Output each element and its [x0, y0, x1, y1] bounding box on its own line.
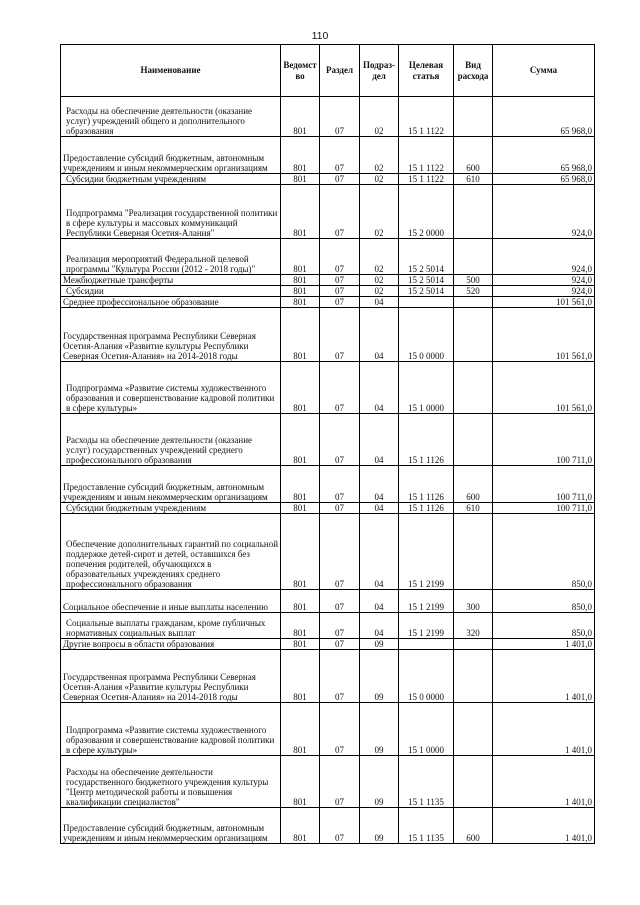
table-row — [61, 466, 595, 503]
cell-summa: 65 968,0 — [493, 137, 595, 174]
cell-summa: 100 711,0 — [493, 466, 595, 503]
cell-podrazdel: 04 — [360, 414, 399, 466]
cell-vedomstvo: 801 — [281, 275, 320, 286]
cell-statya: 15 0 0000 — [399, 308, 454, 362]
cell-vedomstvo: 801 — [281, 650, 320, 703]
cell-vid: 520 — [454, 286, 493, 297]
cell-podrazdel: 09 — [360, 756, 399, 808]
cell-statya — [399, 639, 454, 650]
cell-vedomstvo: 801 — [281, 613, 320, 639]
header-text-line: Сумма — [529, 65, 558, 75]
cell-razdel: 07 — [320, 275, 360, 286]
cell-statya: 15 1 1122 — [399, 137, 454, 174]
cell-name: Межбюджетные трансферты — [61, 275, 281, 286]
cell-vedomstvo: 801 — [281, 466, 320, 503]
col-vid-header — [454, 45, 493, 97]
cell-podrazdel: 02 — [360, 137, 399, 174]
cell-razdel: 07 — [320, 703, 360, 756]
cell-vedomstvo: 801 — [281, 239, 320, 275]
table-row — [61, 185, 595, 239]
cell-vid — [454, 297, 493, 308]
cell-summa: 100 711,0 — [493, 414, 595, 466]
cell-vid: 600 — [454, 808, 493, 844]
table-row — [61, 275, 595, 286]
header-text-line: Целевая — [408, 59, 444, 70]
cell-vid: 500 — [454, 275, 493, 286]
cell-podrazdel: 04 — [360, 590, 399, 613]
cell-name: Социальные выплаты гражданам, кроме публичных нормативных социальных выплат — [61, 613, 281, 639]
cell-statya: 15 1 2199 — [399, 613, 454, 639]
cell-summa: 101 561,0 — [493, 308, 595, 362]
col-statya-header — [399, 45, 454, 97]
cell-vedomstvo: 801 — [281, 639, 320, 650]
header-text-line: Подраз- — [363, 59, 395, 70]
cell-name: Подпрограмма «Развитие системы художественного образования и совершенствование кадровой политики в сфере культуры» — [61, 703, 281, 756]
cell-podrazdel: 04 — [360, 297, 399, 308]
cell-vedomstvo: 801 — [281, 174, 320, 185]
cell-podrazdel: 04 — [360, 514, 399, 590]
table-row — [61, 613, 595, 639]
cell-name: Государственная программа Республики Северная Осетия-Алания «Развитие культуры Республики Северная Осетия-Алания» на 2014-2018 годы — [61, 308, 281, 362]
cell-name: Социальное обеспечение и иные выплаты населению — [61, 590, 281, 613]
cell-razdel: 07 — [320, 137, 360, 174]
cell-name: Расходы на обеспечение деятельности (оказание услуг) государственных учреждений среднего профессионального образования — [61, 414, 281, 466]
col-name-header — [61, 45, 281, 97]
cell-podrazdel: 04 — [360, 308, 399, 362]
cell-vid — [454, 414, 493, 466]
cell-vid: 600 — [454, 466, 493, 503]
cell-podrazdel: 09 — [360, 650, 399, 703]
cell-vedomstvo: 801 — [281, 703, 320, 756]
col-vedomstvo-header — [281, 45, 320, 97]
cell-podrazdel: 02 — [360, 185, 399, 239]
cell-summa: 850,0 — [493, 613, 595, 639]
cell-podrazdel: 04 — [360, 362, 399, 414]
cell-vid: 320 — [454, 613, 493, 639]
table-row — [61, 514, 595, 590]
cell-vedomstvo: 801 — [281, 503, 320, 514]
cell-vedomstvo: 801 — [281, 514, 320, 590]
cell-vedomstvo: 801 — [281, 362, 320, 414]
cell-statya: 15 2 5014 — [399, 286, 454, 297]
cell-statya — [399, 297, 454, 308]
cell-razdel: 07 — [320, 650, 360, 703]
cell-vid — [454, 185, 493, 239]
cell-summa: 1 401,0 — [493, 703, 595, 756]
cell-statya: 15 1 1122 — [399, 174, 454, 185]
budget-table — [60, 44, 595, 844]
cell-vedomstvo: 801 — [281, 808, 320, 844]
table-row — [61, 286, 595, 297]
cell-razdel: 07 — [320, 466, 360, 503]
cell-vedomstvo: 801 — [281, 590, 320, 613]
cell-summa: 924,0 — [493, 286, 595, 297]
cell-vid — [454, 97, 493, 137]
header-text-line: Раздел — [325, 65, 354, 75]
cell-summa: 100 711,0 — [493, 503, 595, 514]
cell-vid: 300 — [454, 590, 493, 613]
cell-summa: 65 968,0 — [493, 174, 595, 185]
cell-summa: 924,0 — [493, 185, 595, 239]
cell-razdel: 07 — [320, 174, 360, 185]
header-text-line: расхода — [457, 70, 489, 81]
table-row — [61, 308, 595, 362]
cell-vedomstvo: 801 — [281, 185, 320, 239]
cell-podrazdel: 02 — [360, 97, 399, 137]
table-row — [61, 174, 595, 185]
col-podrazdel-header — [360, 45, 399, 97]
cell-statya: 15 1 0000 — [399, 362, 454, 414]
cell-name: Предоставление субсидий бюджетным, автономным учреждениям и иным некоммерческим организациям — [61, 466, 281, 503]
cell-vedomstvo: 801 — [281, 297, 320, 308]
cell-razdel: 07 — [320, 590, 360, 613]
cell-statya: 15 1 1126 — [399, 503, 454, 514]
cell-summa: 1 401,0 — [493, 808, 595, 844]
cell-name: Расходы на обеспечение деятельности (оказание услуг) учреждений общего и дополнительного образования — [61, 97, 281, 137]
cell-vid: 610 — [454, 503, 493, 514]
cell-vid — [454, 514, 493, 590]
cell-name: Другие вопросы в области образования — [61, 639, 281, 650]
cell-podrazdel: 02 — [360, 286, 399, 297]
cell-podrazdel: 04 — [360, 613, 399, 639]
table-row — [61, 503, 595, 514]
cell-summa: 1 401,0 — [493, 650, 595, 703]
cell-vid — [454, 650, 493, 703]
cell-vedomstvo: 801 — [281, 137, 320, 174]
cell-summa: 101 561,0 — [493, 362, 595, 414]
table-row — [61, 808, 595, 844]
cell-vid — [454, 639, 493, 650]
cell-summa: 924,0 — [493, 239, 595, 275]
table-row — [61, 590, 595, 613]
header-text-line: во — [295, 70, 305, 81]
cell-razdel: 07 — [320, 639, 360, 650]
cell-podrazdel: 09 — [360, 703, 399, 756]
cell-vedomstvo: 801 — [281, 414, 320, 466]
table-row — [61, 703, 595, 756]
cell-statya: 15 1 1135 — [399, 808, 454, 844]
cell-summa: 924,0 — [493, 275, 595, 286]
header-text-line: Вид — [465, 59, 481, 70]
cell-summa: 850,0 — [493, 590, 595, 613]
cell-razdel: 07 — [320, 297, 360, 308]
cell-name: Предоставление субсидий бюджетным, автономным учреждениям и иным некоммерческим организациям — [61, 137, 281, 174]
cell-summa: 65 968,0 — [493, 97, 595, 137]
cell-statya: 15 1 0000 — [399, 703, 454, 756]
cell-summa: 1 401,0 — [493, 756, 595, 808]
cell-name: Субсидии бюджетным учреждениям — [61, 503, 281, 514]
table-row — [61, 97, 595, 137]
header-text-line: статья — [412, 70, 440, 81]
cell-vid: 600 — [454, 137, 493, 174]
cell-name: Государственная программа Республики Северная Осетия-Алания «Развитие культуры Республики Северная Осетия-Алания» на 2014-2018 годы — [61, 650, 281, 703]
cell-name: Среднее профессиональное образование — [61, 297, 281, 308]
table-row — [61, 239, 595, 275]
cell-name: Подпрограмма «Развитие системы художественного образования и совершенствование кадровой политики в сфере культуры» — [61, 362, 281, 414]
cell-podrazdel: 09 — [360, 808, 399, 844]
header-text-line: Ведомст — [283, 59, 317, 70]
table-header-row — [61, 45, 595, 97]
cell-razdel: 07 — [320, 613, 360, 639]
cell-vedomstvo: 801 — [281, 756, 320, 808]
cell-name: Подпрограмма "Реализация государственной политики в сфере культуры и массовых коммуникаций Республики Северная Осетия-Алания" — [61, 185, 281, 239]
cell-vid — [454, 308, 493, 362]
cell-razdel: 07 — [320, 97, 360, 137]
col-summa-header — [493, 45, 595, 97]
cell-vid — [454, 756, 493, 808]
cell-summa: 101 561,0 — [493, 297, 595, 308]
cell-podrazdel: 04 — [360, 466, 399, 503]
col-razdel-header — [320, 45, 360, 97]
table-row — [61, 137, 595, 174]
cell-podrazdel: 04 — [360, 503, 399, 514]
cell-razdel: 07 — [320, 808, 360, 844]
table-row — [61, 756, 595, 808]
cell-razdel: 07 — [320, 414, 360, 466]
cell-statya: 15 1 1126 — [399, 466, 454, 503]
cell-vid — [454, 703, 493, 756]
table-row — [61, 414, 595, 466]
cell-podrazdel: 02 — [360, 275, 399, 286]
cell-vid: 610 — [454, 174, 493, 185]
table-row — [61, 297, 595, 308]
table-row — [61, 650, 595, 703]
cell-statya: 15 1 2199 — [399, 590, 454, 613]
cell-razdel: 07 — [320, 239, 360, 275]
cell-name: Реализация мероприятий Федеральной целевой программы "Культура России (2012 - 2018 годы)" — [61, 239, 281, 275]
cell-name: Предоставление субсидий бюджетным, автономным учреждениям и иным некоммерческим организациям — [61, 808, 281, 844]
cell-statya: 15 1 1135 — [399, 756, 454, 808]
cell-razdel: 07 — [320, 362, 360, 414]
cell-statya: 15 2 5014 — [399, 275, 454, 286]
table-row — [61, 639, 595, 650]
header-text-line: Наименование — [140, 65, 201, 75]
cell-vedomstvo: 801 — [281, 286, 320, 297]
table-body — [61, 97, 595, 844]
header-text-line: дел — [372, 70, 386, 81]
cell-razdel: 07 — [320, 308, 360, 362]
cell-razdel: 07 — [320, 185, 360, 239]
cell-vedomstvo: 801 — [281, 308, 320, 362]
table-row — [61, 362, 595, 414]
cell-statya: 15 1 1122 — [399, 97, 454, 137]
cell-vid — [454, 362, 493, 414]
cell-statya: 15 1 2199 — [399, 514, 454, 590]
cell-podrazdel: 02 — [360, 239, 399, 275]
cell-razdel: 07 — [320, 514, 360, 590]
cell-statya: 15 2 5014 — [399, 239, 454, 275]
cell-razdel: 07 — [320, 756, 360, 808]
cell-statya: 15 2 0000 — [399, 185, 454, 239]
cell-podrazdel: 09 — [360, 639, 399, 650]
cell-vedomstvo: 801 — [281, 97, 320, 137]
cell-razdel: 07 — [320, 503, 360, 514]
cell-summa: 1 401,0 — [493, 639, 595, 650]
cell-name: Расходы на обеспечение деятельности государственного бюджетного учреждения культуры "Центр методической работы и повышения квалификации специалистов" — [61, 756, 281, 808]
cell-statya: 15 0 0000 — [399, 650, 454, 703]
cell-name: Субсидии бюджетным учреждениям — [61, 174, 281, 185]
page-number: 110 — [311, 30, 329, 42]
cell-name: Обеспечение дополнительных гарантий по социальной поддержке детей-сирот и детей, оставшихся без попечения родителей, обучающихся в образовательных учреждениях среднего профессионального образования — [61, 514, 281, 590]
cell-podrazdel: 02 — [360, 174, 399, 185]
cell-name: Субсидии — [61, 286, 281, 297]
cell-vid — [454, 239, 493, 275]
cell-razdel: 07 — [320, 286, 360, 297]
cell-summa: 850,0 — [493, 514, 595, 590]
cell-statya: 15 1 1126 — [399, 414, 454, 466]
